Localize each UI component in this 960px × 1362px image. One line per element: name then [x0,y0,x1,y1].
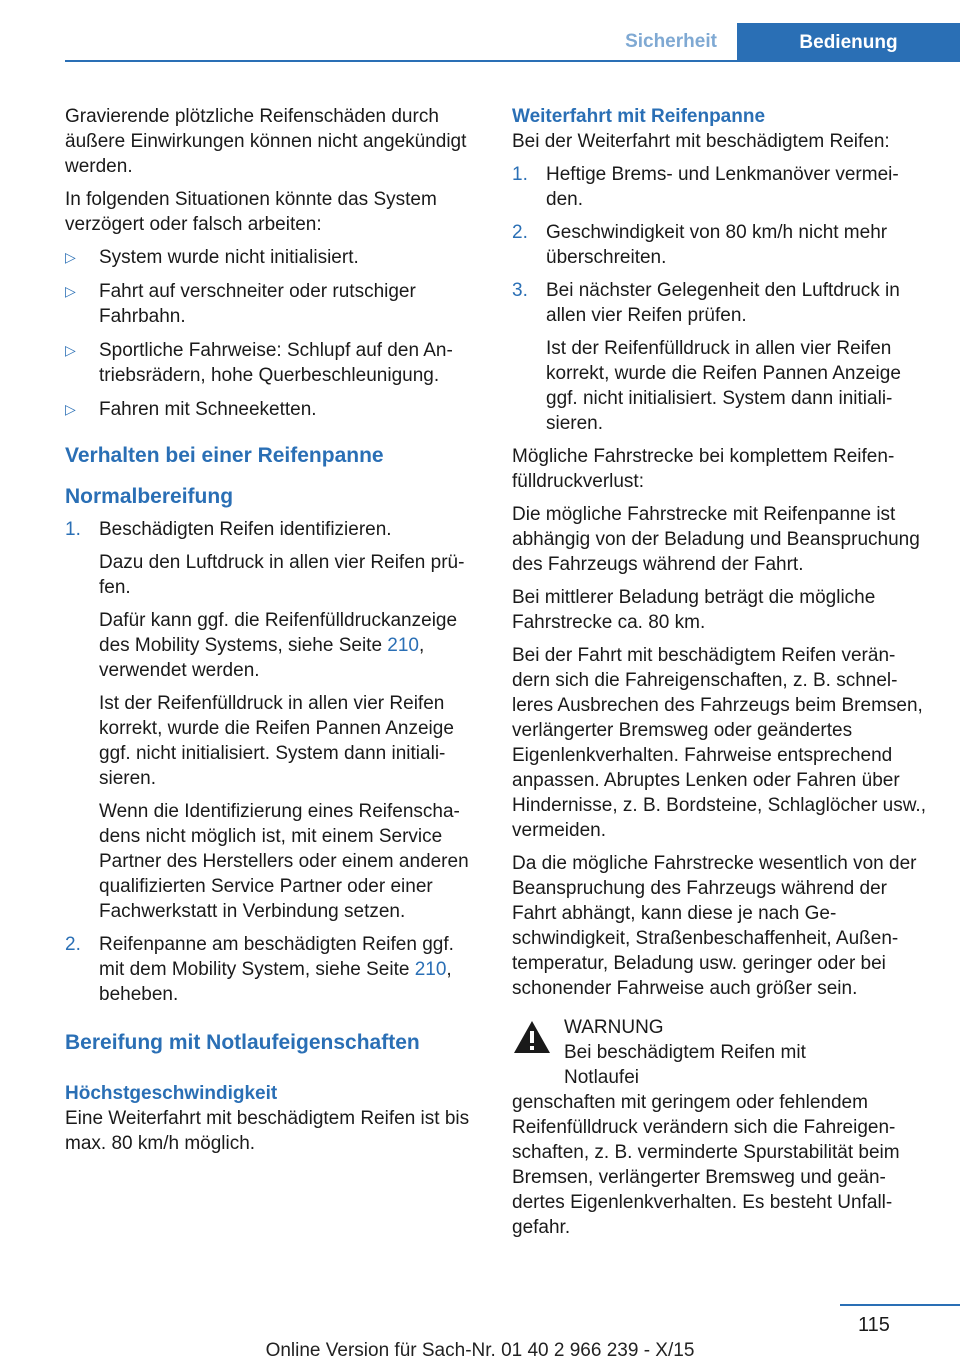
heading-weiterfahrt: Weiterfahrt mit Reifenpanne [512,106,766,127]
list-item [65,517,477,924]
list-item [512,162,927,212]
body-paragraph: Mögliche Fahrstrecke bei komplettem Reifenfülldruckverlust: [512,446,895,492]
warning-title: WARNUNG [564,1017,664,1038]
step-text: Ist der Reifenfülldruck in allen vier Reifen korrekt, wurde die Reifen Pannen Anzeige ggf. nicht initialisiert. System dann initialisieren. [99,693,454,789]
situations-paragraph: In folgenden Situationen könnte das System verzögert oder falsch arbeiten: [65,189,437,235]
list-item [512,220,927,270]
step-number: 1. [65,519,81,540]
bullet-text: Fahrt auf verschneiter oder rutschiger Fahrbahn. [99,281,416,327]
step-text: Dafür kann ggf. die Reifenfülldruckanzeige des Mobility Systems, siehe Seite 210, verwendet werden. [99,610,458,681]
step-number: 2. [65,934,81,955]
step-text: Heftige Brems- und Lenkmanöver vermeiden. [546,164,899,210]
step-number: 3. [512,280,528,301]
footer-rule [840,1304,960,1306]
hoechst-paragraph: Eine Weiterfahrt mit beschädigtem Reifen ist bis max. 80 km/h möglich. [65,1108,470,1154]
heading-normalbereifung: Normalbereifung [65,485,234,508]
intro-paragraph: Gravierende plötzliche Reifenschäden durch äußere Einwirkungen können nicht angekündigt werden. [65,106,467,177]
body-paragraph: Da die mögliche Fahrstrecke wesentlich von der Beanspruchung des Fahrzeugs während der Fahrt abhängt, kann diese je nach Geschwindigkeit, Straßenbeschaffenheit, Außentemperatur, Beladung usw. geringer oder bei schonender Fahrweise auch größer sein. [512,853,917,999]
tab-sicherheit[interactable]: Sicherheit [625,31,717,52]
right-column [512,104,927,1240]
step-text: Reifenpanne am beschädigten Reifen ggf. mit dem Mobility System, siehe Seite 210, beheben. [99,934,454,1005]
triangle-bullet-icon: ▷ [65,283,76,299]
step-text: Dazu den Luftdruck in allen vier Reifen prüfen. [99,552,465,598]
heading-reifenpanne: Verhalten bei einer Reifenpanne [65,444,384,467]
heading-notlauf: Bereifung mit Notlaufeigenschaften [65,1031,420,1054]
footer-text: Online Version für Sach-Nr. 01 40 2 966 239 - X/15 [265,1340,695,1361]
bullet-text: System wurde nicht initialisiert. [99,247,359,268]
bullet-text: Sportliche Fahrweise: Schlupf auf den Antriebsrädern, hohe Querbeschleunigung. [99,340,453,386]
left-column [65,104,477,1164]
warning-triangle-icon [512,1019,564,1090]
step-text: Ist der Reifenfülldruck in allen vier Reifen korrekt, wurde die Reifen Pannen Anzeige ggf. nicht initialisiert. System dann initialisieren. [546,338,901,434]
step-text: Bei nächster Gelegenheit den Luftdruck in allen vier Reifen prüfen. [546,280,900,326]
weiter-intro: Bei der Weiterfahrt mit beschädigtem Reifen: [512,131,890,152]
bullet-text: Fahren mit Schneeketten. [99,399,317,420]
warning-box [512,1015,927,1240]
page-number: 115 [858,1314,890,1336]
triangle-bullet-icon: ▷ [65,249,76,265]
triangle-bullet-icon: ▷ [65,401,76,417]
page-link[interactable]: 210 [387,635,419,656]
body-paragraph: Bei mittlerer Beladung beträgt die mögliche Fahrstrecke ca. 80 km. [512,587,876,633]
heading-hoechstgeschwindigkeit: Höchstgeschwindigkeit [65,1083,278,1104]
list-item [65,397,477,422]
step-number: 1. [512,164,528,185]
step-text: Geschwindigkeit von 80 km/h nicht mehr überschreiten. [546,222,888,268]
step-text: Wenn die Identifizierung eines Reifenschadens nicht möglich ist, mit einem Service Partner des Herstellers oder einem anderen qualifizierten Service Partner oder einer Fachwerkstatt in Verbindung setzen. [99,801,469,922]
step-title: Beschädigten Reifen identifizieren. [99,519,392,540]
list-item [65,279,477,329]
warning-text: genschaften mit geringem oder fehlendem Reifenfülldruck verändern sich die Fahreigenschaften, z. B. verminderte Spurstabilität beim Bremsen, verlängerter Bremsweg und geändertes Eigenlenkverhalten. Es besteht Unfallgefahr. [512,1092,900,1238]
list-item [65,245,477,270]
list-item [65,932,477,1007]
triangle-bullet-icon: ▷ [65,342,76,358]
warning-lead: Bei beschädigtem Reifen mit Notlaufei [564,1042,806,1088]
body-paragraph: Bei der Fahrt mit beschädigtem Reifen verändern sich die Fahreigenschaften, z. B. schnelleres Ausbrechen des Fahrzeugs beim Bremsen, verlängerter Bremsweg oder geändertes Eigenlenkverhalten. Fahrweise entsprechend anpassen. Abruptes Lenken oder Fahren über Hindernisse, z. B. Bordsteine, Schlaglöcher usw., vermeiden. [512,645,926,841]
body-paragraph: Die mögliche Fahrstrecke mit Reifenpanne ist abhängig von der Beladung und Beanspruchung des Fahrzeugs während der Fahrt. [512,504,920,575]
page-link[interactable]: 210 [414,959,447,980]
tab-bedienung[interactable]: Bedienung [737,23,960,62]
list-item [512,278,927,436]
step-number: 2. [512,222,528,243]
list-item [65,338,477,388]
